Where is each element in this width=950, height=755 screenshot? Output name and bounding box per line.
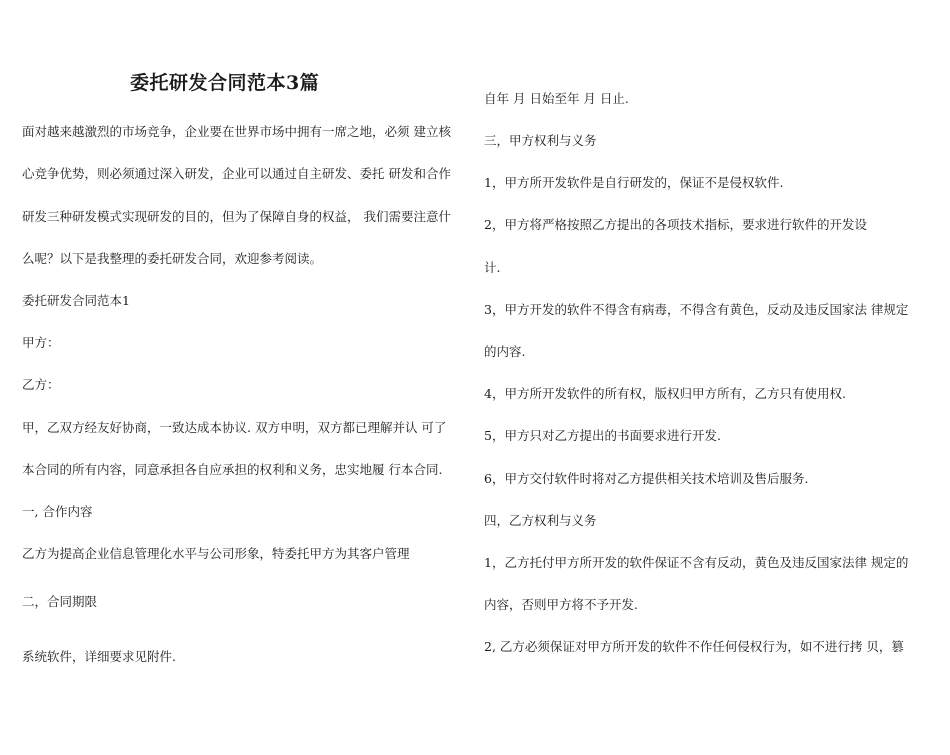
right-line-4: 2，甲方将严格按照乙方提出的各项技术指标，要求进行软件的开发设 <box>484 217 867 232</box>
left-line-9: 本合同的所有内容，同意承担各自应承担的权利和义务，忠实地履 行本合同. <box>22 462 443 477</box>
left-line-13: 系统软件，详细要求见附件. <box>22 649 176 664</box>
left-line-4: 么呢？以下是我整理的委托研发合同，欢迎参考阅读。 <box>22 251 323 266</box>
left-line-11: 乙方为提高企业信息管理化水平与公司形象，特委托甲方为其客户管理 <box>22 546 410 561</box>
right-line-7: 的内容. <box>484 344 526 359</box>
left-line-1: 面对越来越激烈的市场竞争，企业要在世界市场中拥有一席之地，必须 建立核 <box>22 124 451 139</box>
right-line-10: 6，甲方交付软件时将对乙方提供相关技术培训及售后服务. <box>484 471 809 486</box>
left-line-3: 研发三种研发模式实现研发的目的，但为了保障自身的权益， 我们需要注意什 <box>22 209 451 224</box>
right-line-1: 自年 月 日始至年 月 日止. <box>484 91 629 106</box>
left-line-5: 委托研发合同范本1 <box>22 293 130 308</box>
right-line-5: 计. <box>484 260 501 275</box>
document-title: 委托研发合同范本3篇 <box>130 72 320 94</box>
right-line-12: 1，乙方托付甲方所开发的软件保证不含有反动，黄色及违反国家法律 规定的 <box>484 555 909 570</box>
right-line-11: 四，乙方权利与义务 <box>484 513 597 528</box>
right-line-13: 内容，否则甲方将不予开发. <box>484 597 638 612</box>
left-line-10: 一, 合作内容 <box>22 504 93 519</box>
right-line-3: 1，甲方所开发软件是自行研发的，保证不是侵权软件. <box>484 175 784 190</box>
right-line-9: 5，甲方只对乙方提出的书面要求进行开发. <box>484 428 721 443</box>
right-line-6: 3，甲方开发的软件不得含有病毒，不得含有黄色，反动及违反国家法 律规定 <box>484 302 909 317</box>
left-line-12: 二，合同期限 <box>22 594 98 609</box>
left-line-8: 甲，乙双方经友好协商，一致达成本协议. 双方申明，双方都已理解并认 可了 <box>22 420 447 435</box>
right-line-2: 三，甲方权利与义务 <box>484 133 597 148</box>
right-line-14: 2, 乙方必须保证对甲方所开发的软件不作任何侵权行为，如不进行拷 贝，篡 <box>484 639 904 654</box>
left-line-2: 心竞争优势，则必须通过深入研发，企业可以通过自主研发、委托 研发和合作 <box>22 166 451 181</box>
left-line-6: 甲方： <box>22 335 60 350</box>
left-line-7: 乙方： <box>22 377 60 392</box>
right-line-8: 4，甲方所开发软件的所有权，版权归甲方所有，乙方只有使用权. <box>484 386 846 401</box>
